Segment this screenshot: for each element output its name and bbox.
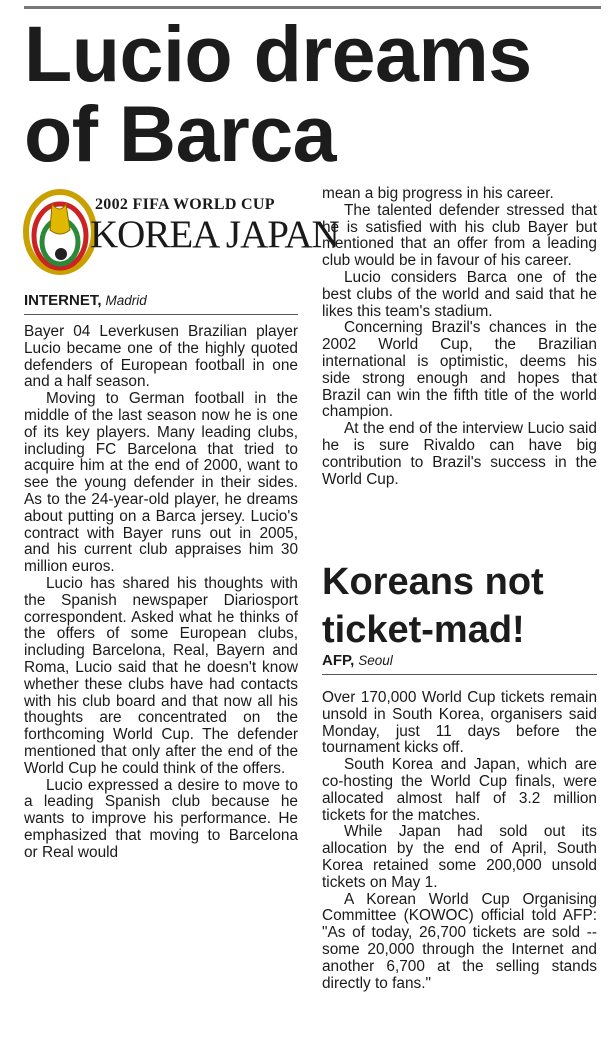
dateline-rule [24,314,298,315]
logo-title: 2002 FIFA WORLD CUP [95,196,275,213]
paragraph: Over 170,000 World Cup tickets remain unsold in South Korea, organisers said Monday, just 11 days before the tournament kicks off. [322,689,597,757]
paragraph: At the end of the interview Lucio said he is sure Rivaldo can have big contribution to Brazil's success in the World Cup. [322,420,597,488]
headline-line2: ticket-mad! [322,609,525,651]
paragraph: A Korean World Cup Organising Committee (KOWOC) official told AFP: "As of today, 26,700 tickets are sold -- some 20,000 through the Internet and another 6,700 at the selling stands directly to fans." [322,890,597,992]
paragraph: The talented defender stressed that he is satisfied with his club Bayer but mentioned that an offer from a leading club would be in favour of his career. [322,201,597,270]
dateline-agency: AFP, [322,652,355,669]
article1-column1 [24,324,298,862]
paragraph: Bayer 04 Leverkusen Brazilian player Lucio became one of the highly quoted defenders of European football in one and a half season. [24,323,298,391]
paragraph: While Japan had sold out its allocation by the end of April, South Korea retained some 200,000 unsold tickets on May 1. [322,823,597,891]
paragraph: Lucio considers Barca one of the best clubs of the world and said that he likes this team's stadium. [322,268,597,320]
dateline-city: Seoul [358,653,393,668]
dateline-city: Madrid [105,293,147,308]
dateline-agency: INTERNET, [24,292,102,309]
headline-line1: Lucio dreams [24,9,532,98]
paragraph: mean a big progress in his career. [322,185,554,202]
world-cup-emblem-icon [26,192,94,272]
paragraph: South Korea and Japan, which are co-hosting the World Cup finals, were allocated almost half of 3.2 million tickets for the matches. [322,756,597,824]
dateline-rule [322,674,597,675]
article1-dateline [24,292,147,309]
article2-body [322,690,597,992]
article2-dateline [322,652,393,669]
paragraph: Lucio expressed a desire to move to a leading Spanish club because he wants to improve his performance. He emphasized that moving to Barcelona or Real would [24,776,298,861]
headline-line1: Koreans not [322,561,544,603]
paragraph: Moving to German football in the middle of the last season now he is one of its key players. Many leading clubs, including FC Barcelona that tried to acquire him at the end of 2000, want to see the young defender in their sides. As to the 24-year-old player, he dreams about putting on a Barca jersey. Lucio's contract with Bayer runs out in 2005, and his current club appraises him 30 million euros. [24,390,298,576]
paragraph: Concerning Brazil's chances in the 2002 World Cup, the Brazilian international is optimistic, deems his side strong enough and hopes that Brazil can win the fifth title of the world champion. [322,319,597,421]
article2-headline [322,558,602,654]
article1-headline [24,9,584,178]
logo-hosts: KOREA JAPAN [90,213,339,256]
paragraph: Lucio has shared his thoughts with the Spanish newspaper Diariosport correspondent. Asked what he thinks of the offers of some European clubs, including Barcelona, Real, Bayern and Roma, Lucio said that he doesn't know whether these clubs have had contacts with his club board and that now all his thoughts are concentrated on the forthcoming World Cup. The defender mentioned that only after the end of the World Cup he could think of the offers. [24,574,298,777]
headline-line2: of Barca [24,89,337,178]
article1-column2 [322,186,597,488]
